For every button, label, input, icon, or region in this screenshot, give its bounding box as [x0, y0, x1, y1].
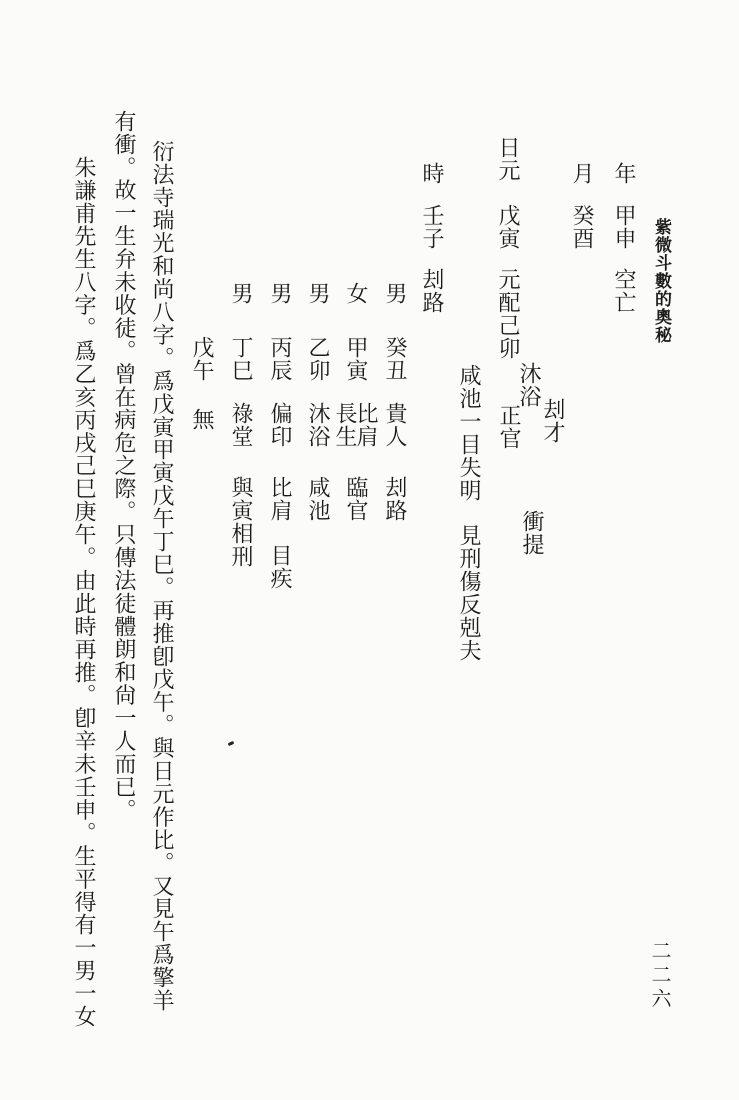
child-note: 與寅相刑: [228, 476, 253, 568]
annotation-jiecai: 刦才: [540, 398, 565, 444]
child-stem-branch: 乙卯: [305, 336, 330, 382]
annotation-jianxing: 見刑傷反剋夫: [456, 524, 481, 662]
year-label: 年: [611, 162, 636, 185]
child-stem-branch: 丁巳: [228, 336, 253, 382]
year-note: 空亡: [611, 268, 636, 314]
paragraph-line: 有衝。故一生弁未收徒。曾在病危之際。只傳法徒體朗和尙一人而已。: [111, 110, 136, 822]
child-note: 咸池: [305, 476, 330, 522]
child-stem-branch: 甲寅: [343, 336, 368, 382]
child-note: 長生: [332, 402, 357, 448]
child-note: 祿堂: [228, 402, 253, 448]
child-note: 比肩: [267, 476, 292, 522]
day-label: 日元: [495, 136, 520, 182]
day-stem-branch: 戊寅: [495, 204, 520, 250]
child-note: 貴人: [382, 402, 407, 448]
child-note: 比肩: [353, 402, 378, 448]
page-number: 二二六: [648, 940, 672, 1012]
child-stem-branch: 戊午: [189, 336, 214, 382]
child-gender: 男: [305, 282, 330, 305]
child-gender: 男: [267, 282, 292, 305]
annotation-zhengguan: 正官: [496, 404, 521, 450]
hour-note: 刦路: [419, 268, 444, 314]
paragraph-line: 朱謙甫先生八字。爲乙亥丙戌己巳庚午。由此時再推。卽辛未壬申。生平得有一男一女: [71, 156, 96, 1029]
child-note: 刦路: [382, 476, 407, 522]
month-stem-branch: 癸酉: [569, 204, 594, 250]
ink-speck: [228, 741, 235, 746]
annotation-xianchi: 咸池一目失明: [456, 364, 481, 502]
child-note: 偏印: [267, 402, 292, 448]
year-stem-branch: 甲申: [611, 204, 636, 250]
child-note: 無: [189, 408, 214, 431]
hour-stem-branch: 壬子: [419, 204, 444, 250]
child-note: 沐浴: [305, 402, 330, 448]
child-note: 目疾: [267, 544, 292, 590]
paragraph-line: 衍法寺瑞光和尚八字。爲戊寅甲寅戊午丁巳。再推卽戊午。與日元作比。又見午爲擎羊: [149, 140, 174, 1013]
child-stem-branch: 丙辰: [267, 336, 292, 382]
child-gender: 男: [228, 282, 253, 305]
child-gender: 男: [382, 282, 407, 305]
day-note: 元配己卯: [495, 268, 520, 360]
month-label: 月: [569, 162, 594, 185]
annotation-chongti: 衝提: [519, 510, 544, 556]
child-note: 臨官: [343, 476, 368, 522]
running-header-title: 紫微斗數的奧秘: [651, 218, 671, 344]
annotation-muyu: 沐浴: [516, 362, 541, 408]
hour-label: 時: [419, 162, 444, 185]
child-stem-branch: 癸丑: [382, 336, 407, 382]
child-gender: 女: [343, 282, 368, 305]
